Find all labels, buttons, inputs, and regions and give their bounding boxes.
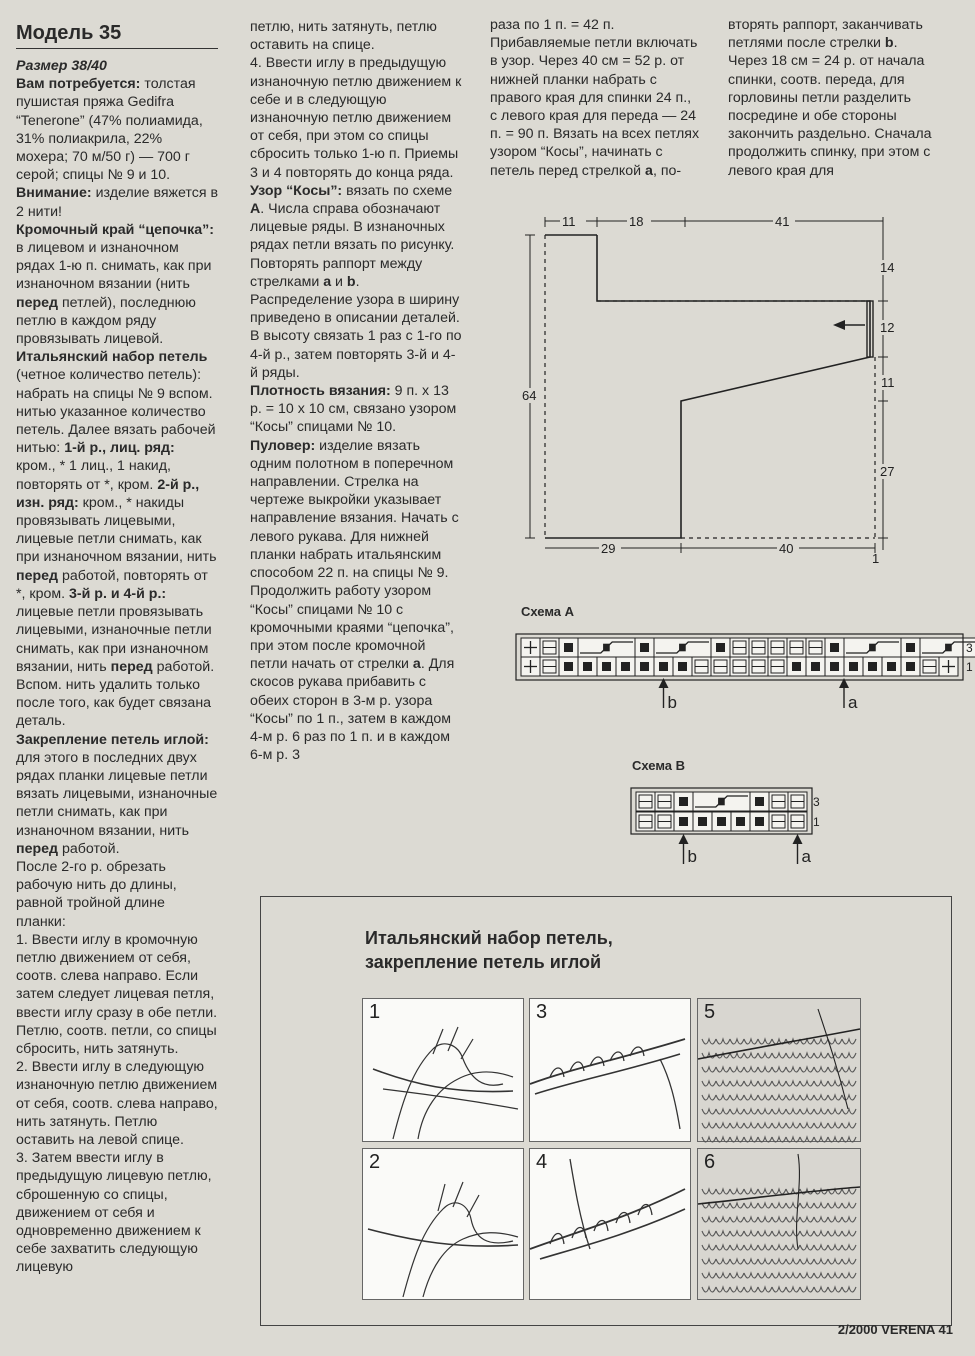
step-number-1: 1 bbox=[369, 1001, 381, 1023]
scheme-cell-box bbox=[711, 657, 730, 676]
scheme-cell-box bbox=[540, 657, 559, 676]
scheme-cell-sq bbox=[654, 657, 673, 676]
scheme-cell-box bbox=[730, 638, 749, 657]
scheme-cell-box bbox=[749, 638, 768, 657]
text-column-1 bbox=[16, 20, 218, 1277]
after-row-paragraph: После 2-го р. обрезать рабочую нить до длины, равной тройной длине планки: bbox=[16, 858, 177, 930]
scheme-cell-box bbox=[768, 638, 787, 657]
scheme-cell-box bbox=[636, 792, 655, 811]
scheme-cell-sq bbox=[806, 657, 825, 676]
text-column-4 bbox=[728, 16, 938, 180]
cables-paragraph: Узор “Косы”: вязать по схеме А. Числа справа обозначают лицевые ряды. В изнаночных рядах петли вязать по рисунку. Повторять раппорт между стрелками а и b. Распределение узора в ширину приведено в описании деталей. В высоту связать 1 раз с 1-го по 4-й р., затем повторять 3-й и 4-й ряды. bbox=[250, 182, 462, 381]
scheme-cell-box bbox=[749, 657, 768, 676]
scheme-cell-sq bbox=[750, 812, 769, 831]
scheme-cell-sq bbox=[863, 657, 882, 676]
col3-paragraph: раза по 1 п. = 42 п. Прибавляемые петли включать в узор. Через 40 см = 52 р. от нижней планки набрать с правого края для спинки 24 п., с левого края для переда — 24 п. = 90 п. Вязать на всех петлях узором “Косы”, начинать с петель перед стрелкой а, по- bbox=[490, 17, 700, 179]
page-footer: 2/2000 VERENA 41 bbox=[837, 1322, 953, 1337]
scheme-cell-box bbox=[768, 657, 787, 676]
attention-paragraph: Внимание: изделие вяжется в 2 нити! bbox=[16, 185, 219, 220]
scheme-b-arrow-b: b bbox=[687, 847, 697, 866]
step-number-5: 5 bbox=[704, 1001, 716, 1023]
step-number-2: 2 bbox=[369, 1151, 381, 1173]
scheme-cell-sq bbox=[597, 657, 616, 676]
scheme-cell-sq bbox=[674, 792, 693, 811]
scheme-cell-sq bbox=[787, 657, 806, 676]
scheme-cell-box bbox=[769, 792, 788, 811]
step-2-paragraph: 2. Ввести иглу в следующую изнаночную петлю движением от себя, соотв. слева направо, нить затянуть. Петлю оставить на левой спице. bbox=[16, 1059, 218, 1148]
scheme-cell-sq bbox=[750, 792, 769, 811]
scheme-cell-box bbox=[540, 638, 559, 657]
scheme-cell-box bbox=[788, 792, 807, 811]
scheme-cell-box bbox=[806, 638, 825, 657]
scheme-a-label: Схема А bbox=[521, 604, 575, 619]
dim-bottom-1: 1 bbox=[872, 551, 880, 566]
scheme-cell-sq bbox=[673, 657, 692, 676]
dim-right-27: 27 bbox=[880, 464, 895, 479]
text-column-3 bbox=[490, 16, 702, 180]
dim-top-41: 41 bbox=[775, 214, 790, 229]
scheme-cell-box bbox=[730, 657, 749, 676]
dim-right-11: 11 bbox=[881, 375, 895, 390]
dim-left-64: 64 bbox=[522, 388, 537, 403]
step-number-4: 4 bbox=[536, 1151, 548, 1173]
step-photo-4 bbox=[529, 1148, 691, 1300]
step-number-3: 3 bbox=[536, 1001, 548, 1023]
scheme-a-row-3: 3 bbox=[966, 641, 973, 655]
scheme-cell-sq bbox=[616, 657, 635, 676]
dim-bottom-29: 29 bbox=[601, 541, 616, 556]
scheme-cell-sq bbox=[901, 638, 920, 657]
italian-cast-on-paragraph: Итальянский набор петель (четное количество петель): набрать на спицы № 9 вспом. нитью указанное количество петель. Далее вязать рабочей нитью: 1-й р., лиц. ряд: кром., * 1 лиц., 1 накид, повторять от *, кром. 2-й р., изн. ряд: кром., * накиды провязывать лицевыми, лицевые петли снимать, как при изнаночном вязании, нить перед работой, повторять от *, кром. 3-й р. и 4-й р.: лицевые петли провязывать лицевыми, изнаночные петли снимать, как при изнаночном вязании, нить перед работой. Вспом. нить удалить только после того, как будет связана деталь. bbox=[16, 349, 217, 730]
scheme-a-row-1: 1 bbox=[966, 660, 973, 674]
scheme-cell-sq bbox=[559, 657, 578, 676]
scheme-a-chart bbox=[515, 630, 973, 715]
scheme-cell-box bbox=[920, 657, 939, 676]
scheme-a-arrow-b: b bbox=[667, 693, 677, 712]
scheme-cell-sq bbox=[844, 657, 863, 676]
scheme-b-label: Схема В bbox=[632, 758, 686, 773]
scheme-cell-plus bbox=[521, 657, 540, 676]
scheme-b-chart bbox=[630, 786, 830, 871]
dim-bottom-40: 40 bbox=[779, 541, 794, 556]
materials-paragraph: Вам потребуется: толстая пушистая пряжа Gedifra “Tenerone” (47% полиамида, 31% полиакрила, 22% мохера; 70 м/50 г) — 700 г серой; спицы № 9 и 10. bbox=[16, 76, 203, 184]
scheme-cell-sq bbox=[635, 638, 654, 657]
illustration-title: Итальянский набор петель, закрепление петель иглой bbox=[365, 928, 613, 972]
dim-top-18: 18 bbox=[629, 214, 644, 229]
scheme-cell-sq bbox=[882, 657, 901, 676]
scheme-cell-box bbox=[636, 812, 655, 831]
step-4-paragraph: 4. Ввести иглу в предыдущую изнаночную петлю движением к себе и в следующую изнаночную петлю движением от себя, при этом со спицы сбросить только 1-ю п. Приемы 3 и 4 повторять до конца ряда. bbox=[250, 55, 462, 181]
step-photo-6 bbox=[697, 1148, 861, 1300]
size-line: Размер 38/40 bbox=[16, 58, 107, 74]
scheme-b-row-1: 1 bbox=[813, 815, 820, 829]
step-photo-2 bbox=[362, 1148, 524, 1300]
scheme-cell-sq bbox=[559, 638, 578, 657]
scheme-cell-sq bbox=[693, 812, 712, 831]
scheme-cell-sq bbox=[825, 657, 844, 676]
scheme-cell-box bbox=[769, 812, 788, 831]
scheme-cell-sq bbox=[712, 812, 731, 831]
dim-top-11: 11 bbox=[562, 214, 576, 229]
step-number-6: 6 bbox=[704, 1151, 716, 1173]
fasten-paragraph: Закрепление петель иглой: для этого в последних двух рядах планки лицевые петли вязать лицевыми, изнаночные петли снимать, как при изнаночном вязании, нить перед работой. bbox=[16, 731, 218, 857]
scheme-cell-plus bbox=[521, 638, 540, 657]
scheme-b-row-3: 3 bbox=[813, 795, 820, 809]
scheme-cell-box bbox=[655, 812, 674, 831]
text-column-2 bbox=[250, 18, 463, 764]
scheme-cell-sq bbox=[901, 657, 920, 676]
pattern-schematic bbox=[515, 205, 915, 575]
scheme-cell-box bbox=[692, 657, 711, 676]
step-photo-3 bbox=[529, 998, 691, 1142]
scheme-a-arrow-a: a bbox=[848, 693, 858, 712]
scheme-cell-sq bbox=[578, 657, 597, 676]
step-photo-5 bbox=[697, 998, 861, 1142]
dim-right-14: 14 bbox=[880, 260, 895, 275]
scheme-cell-sq bbox=[711, 638, 730, 657]
step-photo-1 bbox=[362, 998, 524, 1142]
scheme-cell-box bbox=[787, 638, 806, 657]
scheme-cell-sq bbox=[731, 812, 750, 831]
pattern-outline bbox=[545, 235, 870, 538]
scheme-cell-plus bbox=[939, 657, 958, 676]
continuation-paragraph: петлю, нить затянуть, петлю оставить на спице. bbox=[250, 19, 437, 54]
col4-paragraph: вторять раппорт, заканчивать петлями после стрелки b. Через 18 см = 24 р. от начала спинки, соотв. переда, для горловины петли разделить посредине и обе стороны закончить раздельно. Сначала продолжить спинку, при этом с левого края для bbox=[728, 17, 932, 179]
scheme-b-arrow-a: a bbox=[801, 847, 811, 866]
pullover-paragraph: Пуловер: изделие вязать одним полотном в поперечном направлении. Стрелка на чертеже выкройки указывает направление вязания. Начать с левого рукава. Для нижней планки набрать итальянским способом 22 п. на спицы № 9. Продолжить работу узором “Косы” спицами № 10 с кромочными краями “цепочка”, при этом после кромочной петли начать от стрелки а. Для скосов рукава прибавить с обеих сторон в 3-м р. узора “Косы” по 1 п., затем в каждом 4-м р. 6 раз по 1 п. и в каждом 6-м р. 3 bbox=[250, 437, 459, 764]
step-1-paragraph: 1. Ввести иглу в кромочную петлю движением от себя, соотв. слева направо. Если затем следует лицевая петля, ввести иглу сразу в обе петли. Петлю, соотв. петли, со спицы сбросить, нить затянуть. bbox=[16, 931, 218, 1057]
density-paragraph: Плотность вязания: 9 п. х 13 р. = 10 х 10 см, связано узором “Косы” спицами № 10. bbox=[250, 383, 457, 436]
scheme-cell-sq bbox=[825, 638, 844, 657]
dim-right-12: 12 bbox=[880, 320, 895, 335]
scheme-cell-box bbox=[788, 812, 807, 831]
step-3-paragraph: 3. Затем ввести иглу в предыдущую лицевую петлю, сброшенную со спицы, движением от себя и одновременно движением к себе захватить следующую лицевую bbox=[16, 1150, 212, 1276]
edge-paragraph: Кромочный край “цепочка”: в лицевом и изнаночном рядах 1-ю п. снимать, как при изнаночном вязании (нить перед петлей), последнюю петлю в каждом ряду провязывать лицевой. bbox=[16, 221, 214, 348]
scheme-cell-sq bbox=[674, 812, 693, 831]
scheme-cell-box bbox=[655, 792, 674, 811]
scheme-cell-sq bbox=[635, 657, 654, 676]
model-title: Модель 35 bbox=[16, 20, 218, 49]
